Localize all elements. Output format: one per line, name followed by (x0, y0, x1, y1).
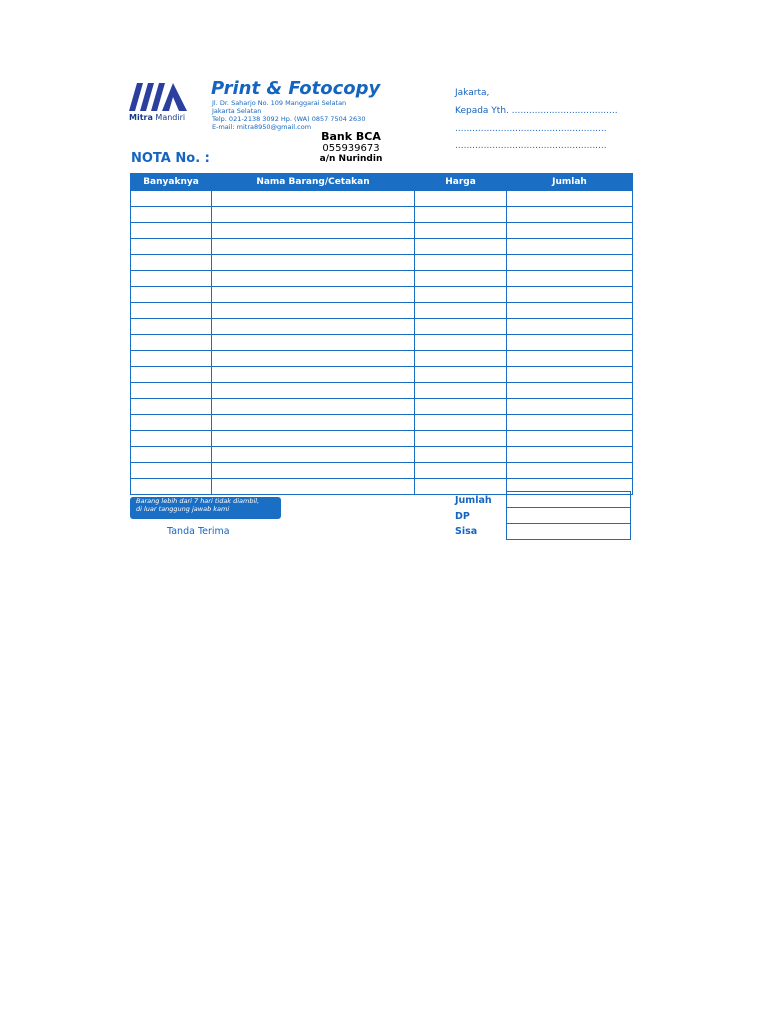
table-cell[interactable] (212, 207, 415, 223)
table-cell[interactable] (415, 319, 507, 335)
table-row (131, 223, 633, 239)
table-row (131, 367, 633, 383)
table-cell[interactable] (415, 447, 507, 463)
table-cell[interactable] (131, 207, 212, 223)
table-cell[interactable] (212, 223, 415, 239)
nota-number-label: NOTA No. : (131, 151, 210, 166)
table-cell[interactable] (131, 287, 212, 303)
table-cell[interactable] (212, 271, 415, 287)
table-cell[interactable] (415, 255, 507, 271)
recipient-address-line: ..................................................... (455, 141, 607, 151)
table-cell[interactable] (212, 367, 415, 383)
sisa-field[interactable] (506, 523, 631, 540)
table-cell[interactable] (131, 239, 212, 255)
table-cell[interactable] (415, 335, 507, 351)
table-cell[interactable] (415, 223, 507, 239)
table-row (131, 399, 633, 415)
table-row (131, 383, 633, 399)
table-row (131, 319, 633, 335)
table-cell[interactable] (212, 239, 415, 255)
total-field[interactable] (506, 491, 631, 508)
table-cell[interactable] (415, 415, 507, 431)
table-cell[interactable] (415, 463, 507, 479)
table-row (131, 207, 633, 223)
table-cell[interactable] (212, 399, 415, 415)
table-row (131, 303, 633, 319)
table-cell[interactable] (507, 351, 633, 367)
table-cell[interactable] (507, 207, 633, 223)
table-cell[interactable] (415, 431, 507, 447)
table-cell[interactable] (507, 367, 633, 383)
dp-label: DP (455, 511, 470, 522)
table-cell[interactable] (507, 463, 633, 479)
table-cell[interactable] (415, 303, 507, 319)
table-cell[interactable] (507, 335, 633, 351)
bank-info (276, 130, 426, 164)
table-cell[interactable] (212, 303, 415, 319)
table-row (131, 191, 633, 207)
table-cell[interactable] (212, 431, 415, 447)
table-cell[interactable] (507, 191, 633, 207)
items-table (130, 173, 633, 495)
table-cell[interactable] (415, 399, 507, 415)
table-cell[interactable] (212, 479, 415, 495)
table-row (131, 255, 633, 271)
table-row (131, 239, 633, 255)
table-cell[interactable] (212, 383, 415, 399)
table-cell[interactable] (131, 447, 212, 463)
table-cell[interactable] (212, 447, 415, 463)
table-cell[interactable] (131, 415, 212, 431)
table-cell[interactable] (131, 367, 212, 383)
tanda-terima-label: Tanda Terima (167, 526, 230, 537)
table-row (131, 431, 633, 447)
table-cell[interactable] (131, 399, 212, 415)
dp-field[interactable] (506, 507, 631, 524)
terms-note: Barang lebih dari 7 hari tidak diambil, di luar tanggung jawab kami (130, 497, 281, 519)
table-cell[interactable] (415, 351, 507, 367)
table-cell[interactable] (507, 255, 633, 271)
table-cell[interactable] (212, 415, 415, 431)
table-row (131, 287, 633, 303)
table-cell[interactable] (507, 383, 633, 399)
recipient-address-line: ..................................................... (455, 124, 607, 134)
column-header: Nama Barang/Cetakan (212, 174, 415, 191)
table-row (131, 335, 633, 351)
table-cell[interactable] (131, 191, 212, 207)
table-row (131, 463, 633, 479)
table-cell[interactable] (415, 383, 507, 399)
table-cell[interactable] (131, 223, 212, 239)
table-cell[interactable] (131, 479, 212, 495)
column-header: Jumlah (507, 174, 633, 191)
table-cell[interactable] (212, 319, 415, 335)
table-cell[interactable] (507, 287, 633, 303)
table-cell[interactable] (131, 271, 212, 287)
table-row (131, 351, 633, 367)
table-cell[interactable] (212, 287, 415, 303)
table-cell[interactable] (415, 287, 507, 303)
table-cell[interactable] (131, 335, 212, 351)
table-cell[interactable] (131, 463, 212, 479)
table-cell[interactable] (131, 303, 212, 319)
table-cell[interactable] (507, 319, 633, 335)
table-cell[interactable] (507, 399, 633, 415)
table-cell[interactable] (212, 255, 415, 271)
bank-holder: a/n Nurindin (319, 154, 383, 164)
table-cell[interactable] (415, 239, 507, 255)
table-cell[interactable] (131, 431, 212, 447)
table-cell[interactable] (131, 383, 212, 399)
table-cell[interactable] (507, 239, 633, 255)
table-cell[interactable] (415, 207, 507, 223)
recipient-line: Kepada Yth. ..................................... (455, 106, 618, 116)
table-cell[interactable] (212, 463, 415, 479)
column-header: Banyaknya (131, 174, 212, 191)
table-cell[interactable] (415, 479, 507, 495)
shop-address: Jl. Dr. Saharjo No. 109 Manggarai Selatan Jakarta Selatan Telp. 021-2138 3092 Hp. (WA) 0857 7504 2630 E-mail: mitra8950@gmail.com (212, 99, 366, 131)
table-cell[interactable] (131, 351, 212, 367)
table-cell[interactable] (415, 367, 507, 383)
table-cell[interactable] (507, 415, 633, 431)
table-cell[interactable] (212, 191, 415, 207)
table-row (131, 271, 633, 287)
total-label: Jumlah (455, 495, 492, 506)
table-row (131, 447, 633, 463)
table-cell[interactable] (507, 223, 633, 239)
brand-name: Mitra Mandiri (129, 113, 186, 122)
table-cell[interactable] (507, 271, 633, 287)
shop-title: Print & Fotocopy (211, 78, 381, 99)
table-cell[interactable] (212, 351, 415, 367)
bank-account: 055939673 (322, 143, 380, 154)
table-cell[interactable] (212, 335, 415, 351)
city-date: Jakarta, (455, 88, 490, 98)
table-cell[interactable] (507, 303, 633, 319)
bank-name: Bank BCA (321, 130, 381, 143)
table-cell[interactable] (131, 319, 212, 335)
table-cell[interactable] (415, 271, 507, 287)
table-cell[interactable] (131, 255, 212, 271)
table-cell[interactable] (507, 431, 633, 447)
table-row (131, 415, 633, 431)
table-cell[interactable] (507, 447, 633, 463)
sisa-label: Sisa (455, 526, 478, 537)
column-header: Harga (415, 174, 507, 191)
table-header-row (131, 174, 633, 191)
table-cell[interactable] (415, 191, 507, 207)
